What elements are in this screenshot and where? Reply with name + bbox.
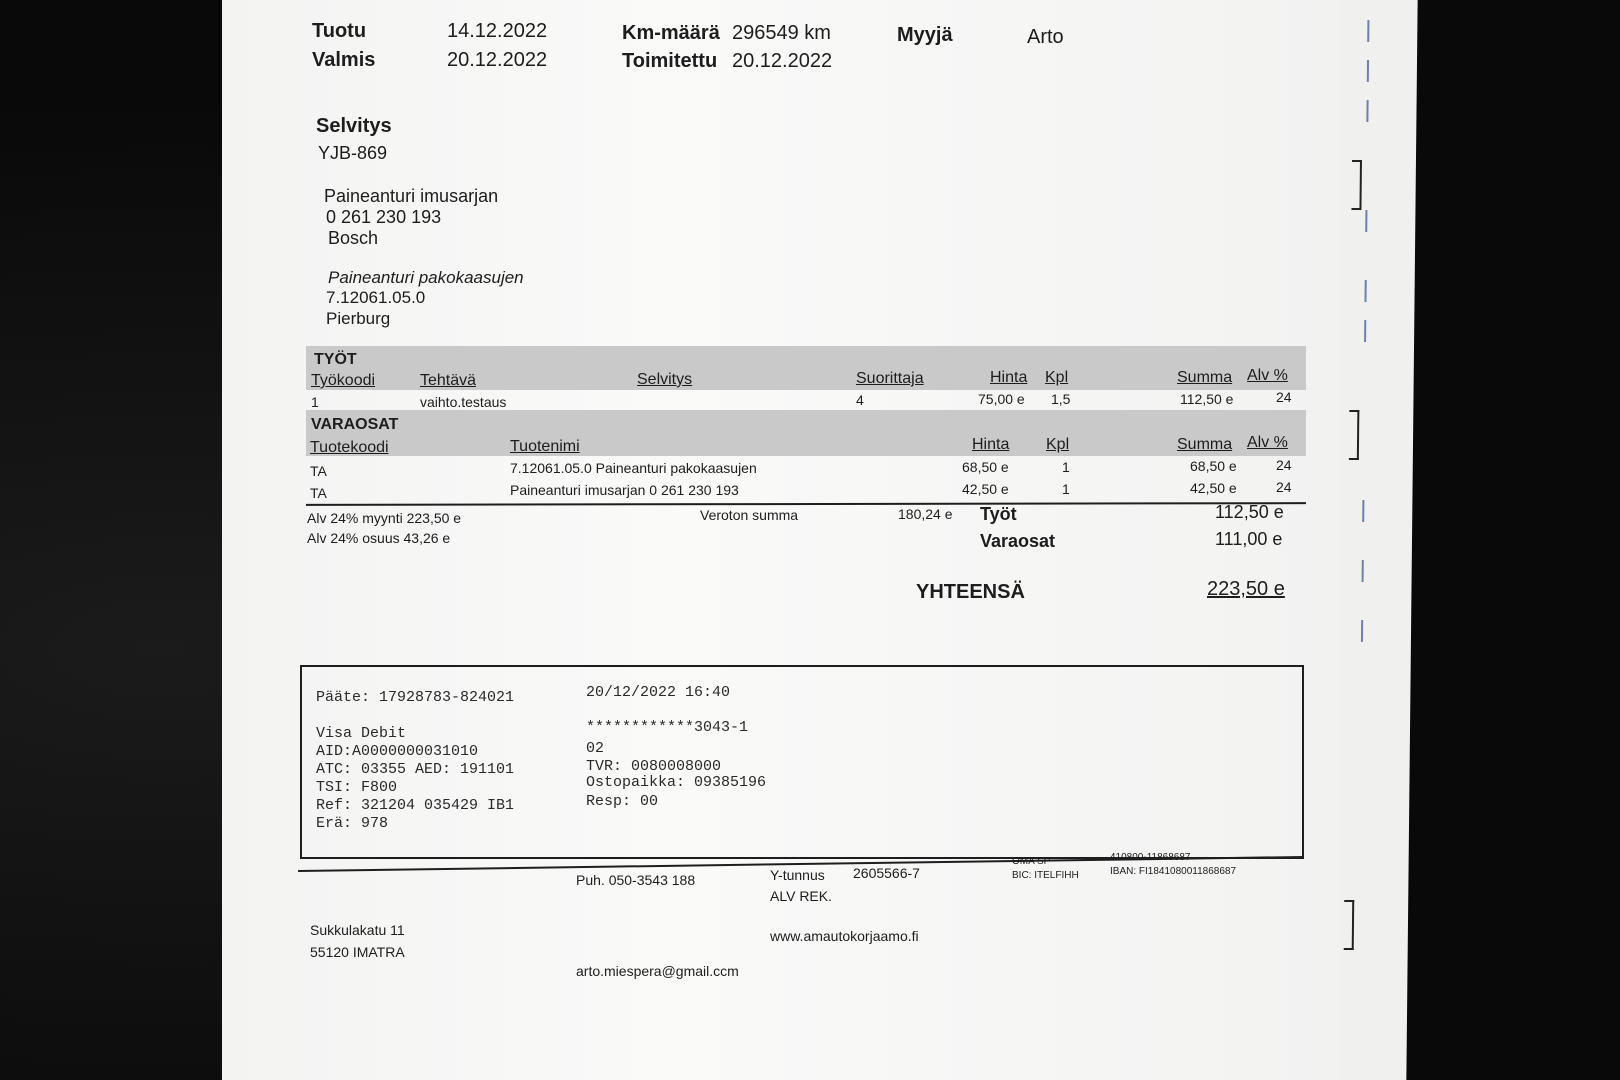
bracket-mark — [1351, 160, 1362, 210]
address-street: Sukkulakatu 11 — [310, 922, 405, 938]
varaosat-row1-alv: 24 — [1276, 457, 1292, 473]
km-label: Km-määrä — [622, 22, 720, 44]
tyot-row-tehtava: vaihto.testaus — [420, 394, 507, 410]
address-city: 55120 IMATRA — [310, 944, 405, 960]
alv-osuus: Alv 24% osuus 43,26 e — [307, 530, 451, 546]
card-payment-slip — [300, 665, 1304, 859]
bracket-mark — [1344, 900, 1355, 950]
era: Erä: 978 — [316, 815, 389, 832]
varaosat-col-alv: Alv % — [1247, 434, 1288, 451]
part1-code: 0 261 230 193 — [326, 207, 442, 227]
tyot-row-suorittaja: 4 — [856, 392, 864, 408]
tyot-col-hinta: Hinta — [990, 369, 1028, 386]
slip-datetime: 20/12/2022 16:40 — [586, 684, 731, 701]
invoice-paper — [222, 0, 1340, 1080]
varaosat-row1-hinta: 68,50 e — [962, 459, 1009, 475]
tsi: TSI: F800 — [316, 779, 398, 796]
varaosat-col-tuotekoodi: Tuotekoodi — [310, 439, 389, 456]
ytunnus-label: Y-tunnus — [770, 867, 825, 883]
varaosat-row2-alv: 24 — [1276, 479, 1292, 495]
veroton-label: Veroton summa — [700, 507, 799, 523]
tyot-col-summa: Summa — [1177, 369, 1233, 386]
aid: AID:A0000000031010 — [316, 743, 479, 760]
myyja-label: Myyjä — [897, 24, 953, 46]
ink-mark — [1352, 100, 1368, 122]
tyot-col-alv: Alv % — [1247, 367, 1288, 384]
tyot-row-hinta: 75,00 e — [978, 391, 1025, 407]
totals-divider — [306, 502, 1306, 506]
ostopaikka: Ostopaikka: 09385196 — [586, 774, 767, 791]
ytunnus-value: 2605566-7 — [853, 865, 920, 881]
bank-account: 410800-11868687 — [1110, 852, 1191, 863]
km-value: 296549 km — [732, 22, 831, 44]
varaosat-col-kpl: Kpl — [1046, 436, 1070, 453]
tvr: TVR: 0080008000 — [586, 758, 722, 775]
varaosat-row2-hinta: 42,50 e — [962, 481, 1009, 497]
ink-mark — [1353, 60, 1369, 82]
varaosat-total-value: 111,00 e — [1215, 529, 1283, 549]
varaosat-row2-summa: 42,50 e — [1190, 480, 1237, 496]
atc-aed: ATC: 03355 AED: 191101 — [316, 761, 515, 778]
varaosat-row2-koodi: TA — [310, 485, 327, 501]
part2-code: 7.12061.05.0 — [326, 288, 426, 307]
valmis-label: Valmis — [312, 49, 376, 71]
tyot-row-alv: 24 — [1276, 389, 1292, 405]
ink-mark — [1350, 320, 1366, 342]
tyot-row-koodi: 1 — [311, 394, 319, 410]
myyja-value: Arto — [1027, 26, 1064, 48]
varaosat-row2-nimi: Paineanturi imusarjan 0 261 230 193 — [510, 482, 739, 498]
valmis-value: 20.12.2022 — [447, 49, 548, 71]
alv-rek: ALV REK. — [770, 888, 832, 904]
yhteensa-label: YHTEENSÄ — [916, 581, 1025, 603]
part2-brand: Pierburg — [326, 309, 391, 328]
phone: Puh. 050-3543 188 — [576, 872, 696, 888]
part1-brand: Bosch — [328, 228, 379, 248]
yhteensa-value: 223,50 e — [1207, 578, 1285, 600]
varaosat-row1-nimi: 7.12061.05.0 Paineanturi pakokaasujen — [510, 460, 757, 476]
ink-mark — [1348, 560, 1364, 582]
aid-right: 02 — [586, 740, 605, 757]
ink-mark — [1350, 280, 1366, 302]
tyot-section-title: TYÖT — [314, 351, 357, 368]
paate: Pääte: 17928783-824021 — [316, 689, 515, 706]
toimitettu-value: 20.12.2022 — [732, 50, 833, 72]
tyot-col-kpl: Kpl — [1045, 369, 1069, 386]
tyot-total-value: 112,50 e — [1215, 502, 1284, 522]
varaosat-row1-kpl: 1 — [1062, 459, 1070, 475]
email: arto.miespera@gmail.ccm — [576, 963, 739, 979]
varaosat-row1-koodi: TA — [310, 463, 327, 479]
varaosat-col-hinta: Hinta — [972, 436, 1010, 453]
tyot-col-suorittaja: Suorittaja — [856, 370, 924, 387]
ref: Ref: 321204 035429 IB1 — [316, 797, 515, 814]
ink-mark — [1353, 20, 1369, 42]
iban: IBAN: FI1841080011868687 — [1110, 866, 1237, 877]
veroton-value: 180,24 e — [898, 506, 953, 522]
varaosat-col-summa: Summa — [1177, 436, 1233, 453]
varaosat-col-tuotenimi: Tuotenimi — [510, 438, 580, 455]
tyot-row-summa: 112,50 e — [1180, 391, 1234, 407]
card-number: ************3043-1 — [586, 719, 749, 736]
tyot-total-label: Työt — [980, 504, 1017, 524]
bank-name: OMA SP — [1012, 856, 1051, 867]
tyot-col-tyokoodi: Työkoodi — [311, 372, 376, 389]
resp: Resp: 00 — [586, 793, 659, 810]
tyot-col-selvitys: Selvitys — [637, 371, 693, 388]
varaosat-row2-kpl: 1 — [1062, 481, 1070, 497]
tuotu-value: 14.12.2022 — [447, 20, 548, 42]
ink-mark — [1348, 500, 1364, 522]
bracket-mark — [1349, 410, 1360, 460]
part2-name: Paineanturi pakokaasujen — [328, 268, 524, 287]
selvitys-title: Selvitys — [316, 115, 392, 137]
varaosat-total-label: Varaosat — [980, 531, 1056, 551]
toimitettu-label: Toimitettu — [622, 50, 718, 72]
website: www.amautokorjaamo.fi — [770, 928, 919, 944]
bic: BIC: ITELFIHH — [1012, 870, 1079, 881]
varaosat-row1-summa: 68,50 e — [1190, 458, 1237, 474]
tyot-row-kpl: 1,5 — [1051, 391, 1071, 407]
ink-mark — [1347, 620, 1363, 642]
plate-number: YJB-869 — [318, 143, 388, 163]
varaosat-header-band — [306, 410, 1306, 456]
ink-mark — [1351, 210, 1367, 232]
card-type: Visa Debit — [316, 725, 407, 742]
part1-name: Paineanturi imusarjan — [324, 186, 499, 206]
alv-myynti: Alv 24% myynti 223,50 e — [307, 510, 462, 526]
tyot-col-tehtava: Tehtävä — [420, 372, 477, 389]
tuotu-label: Tuotu — [312, 20, 367, 42]
varaosat-section-title: VARAOSAT — [311, 416, 399, 433]
